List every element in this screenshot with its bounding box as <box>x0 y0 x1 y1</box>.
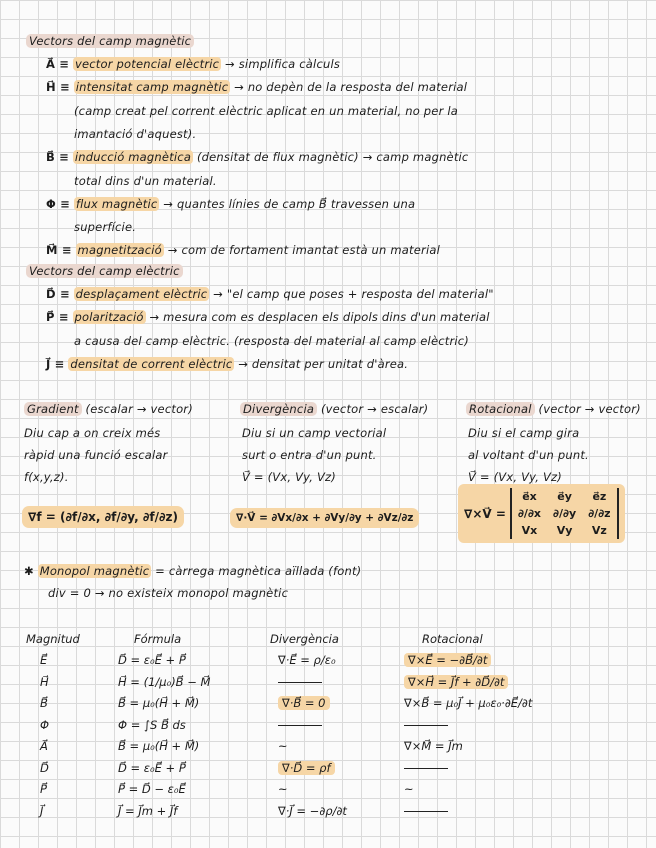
table-cell-formula-value: P⃗ = D⃗ − ε₀E⃗ <box>118 782 186 796</box>
rotational-heading: Rotacional (vector → vector) <box>466 402 641 417</box>
table-cell-magnitud-value: D⃗ <box>40 760 49 775</box>
table-cell-magnitud <box>40 804 43 818</box>
table-cell-rotacional <box>404 804 448 818</box>
magnetic-section-title: Vectors del camp magnètic <box>26 34 194 49</box>
table-cell-magnitud-value: Φ <box>40 717 50 732</box>
table-cell-formula <box>118 804 177 818</box>
table-cell-divergencia <box>278 653 336 667</box>
line-text: imantació d'aquest). <box>74 126 197 141</box>
table-header-divergencia: Divergència <box>270 632 339 646</box>
table-cell-divergencia-value: ∇·E⃗ = ρ/ε₀ <box>278 653 336 667</box>
symbol: Φ ≡ <box>46 196 71 211</box>
table-cell-divergencia <box>278 782 288 796</box>
symbol: B⃗ ≡ <box>46 150 70 165</box>
note-line <box>46 197 415 212</box>
det-cell: ∂/∂y <box>553 507 577 520</box>
highlight-term: densitat de corrent elèctric <box>70 356 233 371</box>
table-cell-rotacional <box>404 739 463 753</box>
monopole-line: ✱ Monopol magnètic = càrrega magnètica aïllada (font) <box>24 564 362 578</box>
highlight-term: desplaçament elèctric <box>75 287 208 301</box>
symbol: H⃗ ≡ <box>46 80 70 95</box>
table-cell-divergencia-value: ∇·D⃗ = ρf <box>278 761 335 775</box>
det-cell: e⃗z <box>592 490 607 503</box>
divergence-formula: ∇·V⃗ = ∂Vx/∂x + ∂Vy/∂y + ∂Vz/∂z <box>230 508 419 528</box>
note-line <box>74 127 196 142</box>
line-text: → com de fortament imantat està un material <box>167 243 440 258</box>
note-line <box>46 287 494 302</box>
table-cell-divergencia <box>278 804 347 818</box>
table-cell-divergencia <box>278 696 330 710</box>
table-cell-divergencia-value: ∇·B⃗ = 0 <box>278 696 330 710</box>
note-line <box>74 104 458 119</box>
empty-dash <box>404 725 448 726</box>
divergence-desc-3: V⃗ = (Vx, Vy, Vz) <box>242 470 336 484</box>
table-cell-formula-value: B⃗ = μ₀(H⃗ + M⃗) <box>118 739 200 753</box>
line-text: total dins d'un material. <box>74 173 217 188</box>
line-text: → simplifica càlculs <box>225 57 341 71</box>
table-cell-magnitud <box>40 675 49 689</box>
rotational-desc-1: Diu si el camp gira <box>468 426 580 440</box>
table-cell-formula <box>118 718 186 732</box>
highlight-term: polarització <box>74 310 144 325</box>
table-cell-divergencia <box>278 718 322 732</box>
rotational-desc-3: V⃗ = (Vx, Vy, Vz) <box>468 470 562 484</box>
symbol: D⃗ ≡ <box>46 287 70 301</box>
rotational-determinant <box>510 488 619 539</box>
asterisk-icon: ✱ <box>24 564 34 578</box>
table-cell-magnitud <box>40 782 47 796</box>
gradient-desc-1: Diu cap a on creix més <box>24 426 161 440</box>
line-text: superfície. <box>74 220 137 235</box>
empty-dash <box>278 725 322 726</box>
monopole-note: div = 0 → no existeix monopol magnètic <box>48 586 289 600</box>
det-cell: Vy <box>556 524 573 537</box>
table-cell-magnitud <box>40 761 49 775</box>
table-cell-magnitud-value: J⃗ <box>40 803 44 818</box>
table-cell-divergencia-value: ∇·J⃗ = −∂ρ/∂t <box>278 803 347 818</box>
table-header-formula: Fórmula <box>134 632 182 646</box>
table-cell-magnitud-value: E⃗ <box>40 653 48 667</box>
table-cell-magnitud-value: A⃗ <box>40 739 48 753</box>
det-cell: e⃗y <box>557 490 572 503</box>
table-cell-magnitud-value: P⃗ <box>40 782 47 796</box>
note-line <box>46 57 340 72</box>
table-cell-rotacional <box>404 761 448 775</box>
highlight-term: vector potencial elèctric <box>75 57 220 71</box>
divergence-heading: Divergència (vector → escalar) <box>240 402 428 417</box>
table-cell-magnitud-value: H⃗ <box>40 674 49 689</box>
table-header-rotacional: Rotacional <box>422 632 483 646</box>
symbol: J⃗ ≡ <box>46 356 65 371</box>
table-cell-divergencia <box>278 675 322 689</box>
highlight-term: inducció magnètica <box>74 150 192 165</box>
table-cell-formula <box>118 675 210 689</box>
rotational-desc-2: al voltant d'un punt. <box>468 448 589 462</box>
symbol: A⃗ ≡ <box>46 57 70 71</box>
table-cell-formula <box>118 653 186 667</box>
table-cell-rotacional-value: ~ <box>404 782 414 796</box>
det-cell: Vx <box>521 524 538 537</box>
table-cell-formula-value: D⃗ = ε₀E⃗ + P⃗ <box>118 760 186 775</box>
divergence-desc-2: surt o entra d'un punt. <box>242 448 377 462</box>
divergence-desc-1: Diu si un camp vectorial <box>242 426 387 440</box>
table-cell-formula-value: J⃗ = J⃗m + J⃗f <box>118 803 178 818</box>
empty-dash <box>278 682 322 683</box>
table-cell-rotacional-value: ∇×B⃗ = μ₀J⃗ + μ₀ε₀·∂E⃗/∂t <box>404 696 533 710</box>
table-cell-formula-value: Φ = ∫S B⃗ ds <box>118 717 186 732</box>
table-cell-divergencia <box>278 761 335 775</box>
line-text: → quantes línies de camp B⃗ travessen una <box>163 196 416 211</box>
highlight-term: magnetització <box>77 243 162 258</box>
gradient-desc-3: f(x,y,z). <box>24 470 69 484</box>
table-cell-magnitud-value: B⃗ <box>40 696 48 710</box>
line-text: → "el camp que poses + resposta del material" <box>213 287 494 301</box>
table-cell-formula <box>118 696 199 710</box>
gradient-heading: Gradient (escalar → vector) <box>24 402 193 417</box>
table-cell-rotacional <box>404 696 532 710</box>
gradient-formula: ∇f = (∂f/∂x, ∂f/∂y, ∂f/∂z) <box>22 506 184 528</box>
table-cell-formula <box>118 761 186 775</box>
table-cell-rotacional-value: ∇×H⃗ = J⃗f + ∂D⃗/∂t <box>404 675 508 689</box>
line-text: (camp creat pel corrent elèctric aplicat en un material, no per la <box>74 103 459 118</box>
table-cell-formula <box>118 739 199 753</box>
table-cell-formula-value: H⃗ = (1/μ₀)B⃗ − M⃗ <box>118 674 211 689</box>
det-cell: e⃗x <box>522 490 537 503</box>
empty-dash <box>404 768 448 769</box>
table-cell-rotacional <box>404 675 508 689</box>
det-cell: ∂/∂z <box>588 507 611 520</box>
electric-section-title: Vectors del camp elèctric <box>26 264 183 279</box>
highlight-term: flux magnètic <box>75 196 158 211</box>
line-text: → no depèn de la resposta del material <box>234 80 468 95</box>
table-cell-formula-value: D⃗ = ε₀E⃗ + P⃗ <box>118 653 186 667</box>
line-text: → mesura com es desplacen els dipols dins d'un material <box>149 310 490 325</box>
note-line <box>74 220 136 235</box>
note-line <box>46 357 408 372</box>
note-line <box>46 310 490 325</box>
table-cell-rotacional-value: ∇×E⃗ = −∂B⃗/∂t <box>404 653 491 667</box>
table-cell-magnitud <box>40 653 47 667</box>
table-cell-rotacional <box>404 653 491 667</box>
note-line <box>46 80 467 95</box>
rotational-formula <box>458 484 625 543</box>
line-text: a causa del camp elèctric. (resposta del material al camp elèctric) <box>74 333 469 348</box>
table-cell-divergencia <box>278 739 288 753</box>
det-cell: Vz <box>591 524 607 537</box>
rotational-formula-lhs: ∇×V⃗ = <box>464 506 506 521</box>
symbol: P⃗ ≡ <box>46 310 69 325</box>
empty-dash <box>404 811 448 812</box>
table-cell-formula <box>118 782 186 796</box>
line-text: → densitat per unitat d'àrea. <box>238 356 409 371</box>
table-cell-formula-value: B⃗ = μ₀(H⃗ + M⃗) <box>118 696 200 710</box>
symbol: M⃗ ≡ <box>46 243 72 258</box>
note-line <box>74 334 469 349</box>
table-cell-magnitud <box>40 696 48 710</box>
table-cell-divergencia-value: ~ <box>278 739 288 753</box>
table-header-magnitud: Magnitud <box>26 632 80 646</box>
table-cell-rotacional <box>404 718 448 732</box>
table-cell-magnitud <box>40 739 48 753</box>
table-cell-divergencia-value: ~ <box>278 782 288 796</box>
table-cell-rotacional-value: ∇×M⃗ = J⃗m <box>404 739 463 753</box>
note-line <box>74 174 217 189</box>
gradient-desc-2: ràpid una funció escalar <box>24 448 168 462</box>
highlight-term: intensitat camp magnètic <box>75 80 229 95</box>
table-cell-magnitud <box>40 718 49 732</box>
table-cell-rotacional <box>404 782 414 796</box>
det-cell: ∂/∂x <box>517 507 542 520</box>
note-line <box>46 150 468 165</box>
note-line <box>46 243 440 258</box>
line-text: (densitat de flux magnètic) → camp magnètic <box>196 150 469 165</box>
